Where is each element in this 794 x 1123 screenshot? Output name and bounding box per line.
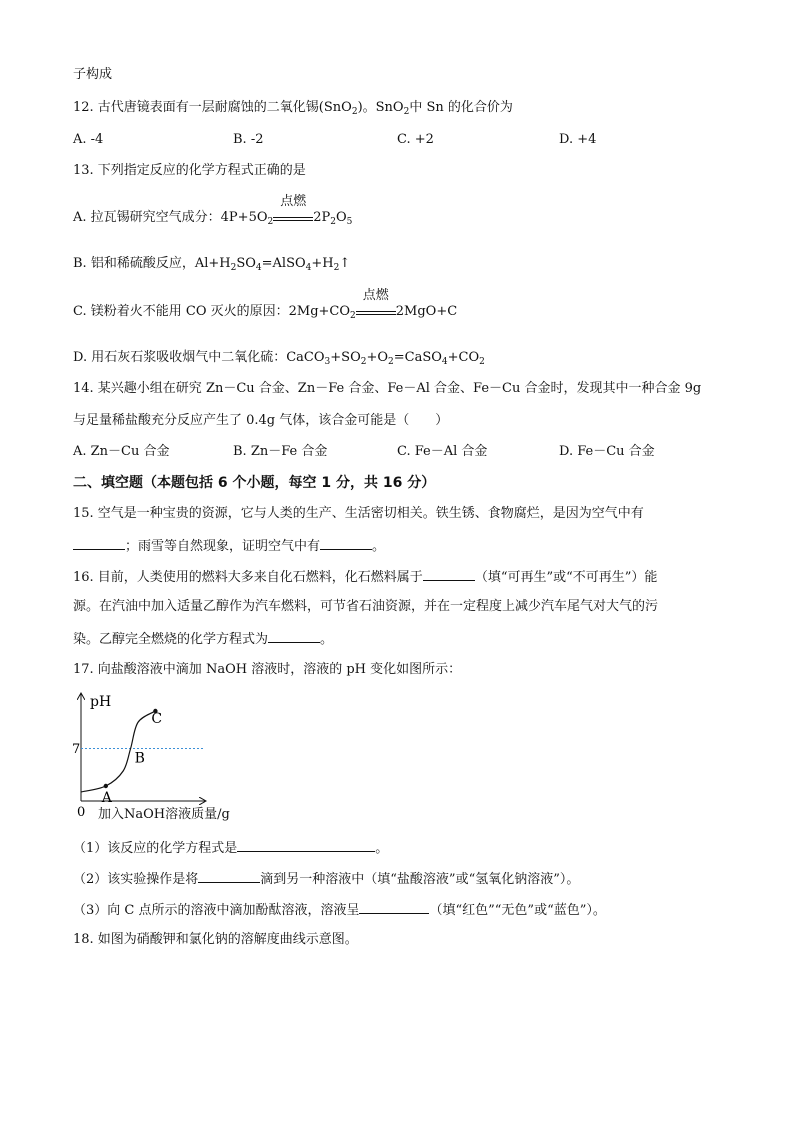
q16-line-2: 源。在汽油中加入适量乙醇作为汽车燃料，可节省石油资源，并在一定程度上减少汽车尾气对大气的污 — [73, 599, 659, 614]
q13-option-d: D. 用石灰石浆吸收烟气中二氧化硫：$CaCO_3+SO_2+O_2=CaSO_4+CO_2$ — [73, 350, 485, 367]
y-axis-label: pH — [90, 694, 112, 710]
q14-option-d: D. Fe－Cu 合金 — [559, 444, 655, 459]
q12-stem: 12. 古代唐镜表面有一层耐腐蚀的二氧化锡(SnO$_2$)。SnO$_2$中 Sn 的化合价为 — [73, 100, 513, 117]
point-a — [104, 784, 108, 788]
intro-fragment: 子构成 — [73, 67, 113, 82]
q17-sub-1: （1）该反应的化学方程式是 。 — [73, 838, 388, 858]
point-label-c: C — [151, 711, 163, 727]
origin-label: 0 — [77, 805, 86, 820]
q17-stem: 17. 向盐酸溶液中滴加 NaOH 溶液时，溶液的 pH 变化如图所示： — [73, 662, 462, 677]
q12-option-a: A. -4 — [73, 132, 104, 147]
q16-line-3: 染。乙醇完全燃烧的化学方程式为 。 — [73, 629, 333, 649]
ph-curve-chart — [70, 686, 270, 826]
reaction-condition: 点燃 — [356, 302, 396, 315]
q14-option-a: A. Zn－Cu 合金 — [73, 444, 170, 459]
q12-option-c: C. +2 — [397, 132, 434, 147]
q17-sub-3: （3）向 C 点所示的溶液中滴加酚酞溶液，溶液呈 （填“红色”“无色”或“蓝色”）。 — [73, 900, 606, 920]
q12-option-d: D. +4 — [559, 132, 597, 147]
answer-blank[interactable] — [359, 900, 429, 914]
answer-blank[interactable] — [423, 567, 475, 581]
q15-line-2: ；雨雪等自然现象，证明空气中有 。 — [73, 536, 385, 556]
q12-option-b: B. -2 — [233, 132, 264, 147]
reaction-condition: 点燃 — [273, 208, 313, 221]
q13-stem: 13. 下列指定反应的化学方程式正确的是 — [73, 163, 306, 178]
q18-stem: 18. 如图为硝酸钾和氯化钠的溶解度曲线示意图。 — [73, 932, 358, 947]
point-label-b: B — [134, 750, 145, 767]
ref-line-label: 7 — [72, 742, 81, 757]
q15-line-1: 15. 空气是一种宝贵的资源，它与人类的生产、生活密切相关。铁生锈、食物腐烂，是因为空气中有 — [73, 506, 644, 521]
q14-option-c: C. Fe－Al 合金 — [397, 444, 488, 459]
q14-line-2: 与足量稀盐酸充分反应产生了 0.4g 气体，该合金可能是（ ） — [73, 413, 449, 428]
answer-blank[interactable] — [198, 869, 260, 883]
q14-line-1: 14. 某兴趣小组在研究 Zn－Cu 合金、Zn－Fe 合金、Fe－Al 合金、Fe－Cu 合金时，发现其中一种合金 9g — [73, 381, 702, 396]
q13-option-a: A. 拉瓦锡研究空气成分：$4P+5O_2$ 点燃 $2P_2O_5$ — [73, 194, 353, 227]
q17-sub-2: （2）该实验操作是将 滴到另一种溶液中（填“盐酸溶液”或“氢氧化钠溶液”）。 — [73, 869, 579, 889]
q14-option-b: B. Zn－Fe 合金 — [233, 444, 328, 459]
answer-blank[interactable] — [73, 536, 125, 550]
answer-blank[interactable] — [320, 536, 372, 550]
q16-line-1: 16. 目前，人类使用的燃料大多来自化石燃料，化石燃料属于 （填“可再生”或“不可再生”）能 — [73, 567, 657, 587]
point-label-a: A — [101, 790, 112, 806]
answer-blank[interactable] — [268, 629, 320, 643]
x-axis-label: 加入NaOH溶液质量/g — [98, 807, 230, 822]
q13-option-c: C. 镁粉着火不能用 CO 灭火的原因：$2Mg+CO_2$ 点燃 2MgO+C — [73, 288, 458, 321]
section-heading: 二、填空题（本题包括 6 个小题，每空 1 分，共 16 分） — [73, 475, 436, 491]
q13-option-b: B. 铝和稀硫酸反应，$Al+H_2SO_4=AlSO_4+H_2↑$ — [73, 256, 351, 273]
answer-blank[interactable] — [237, 838, 375, 852]
